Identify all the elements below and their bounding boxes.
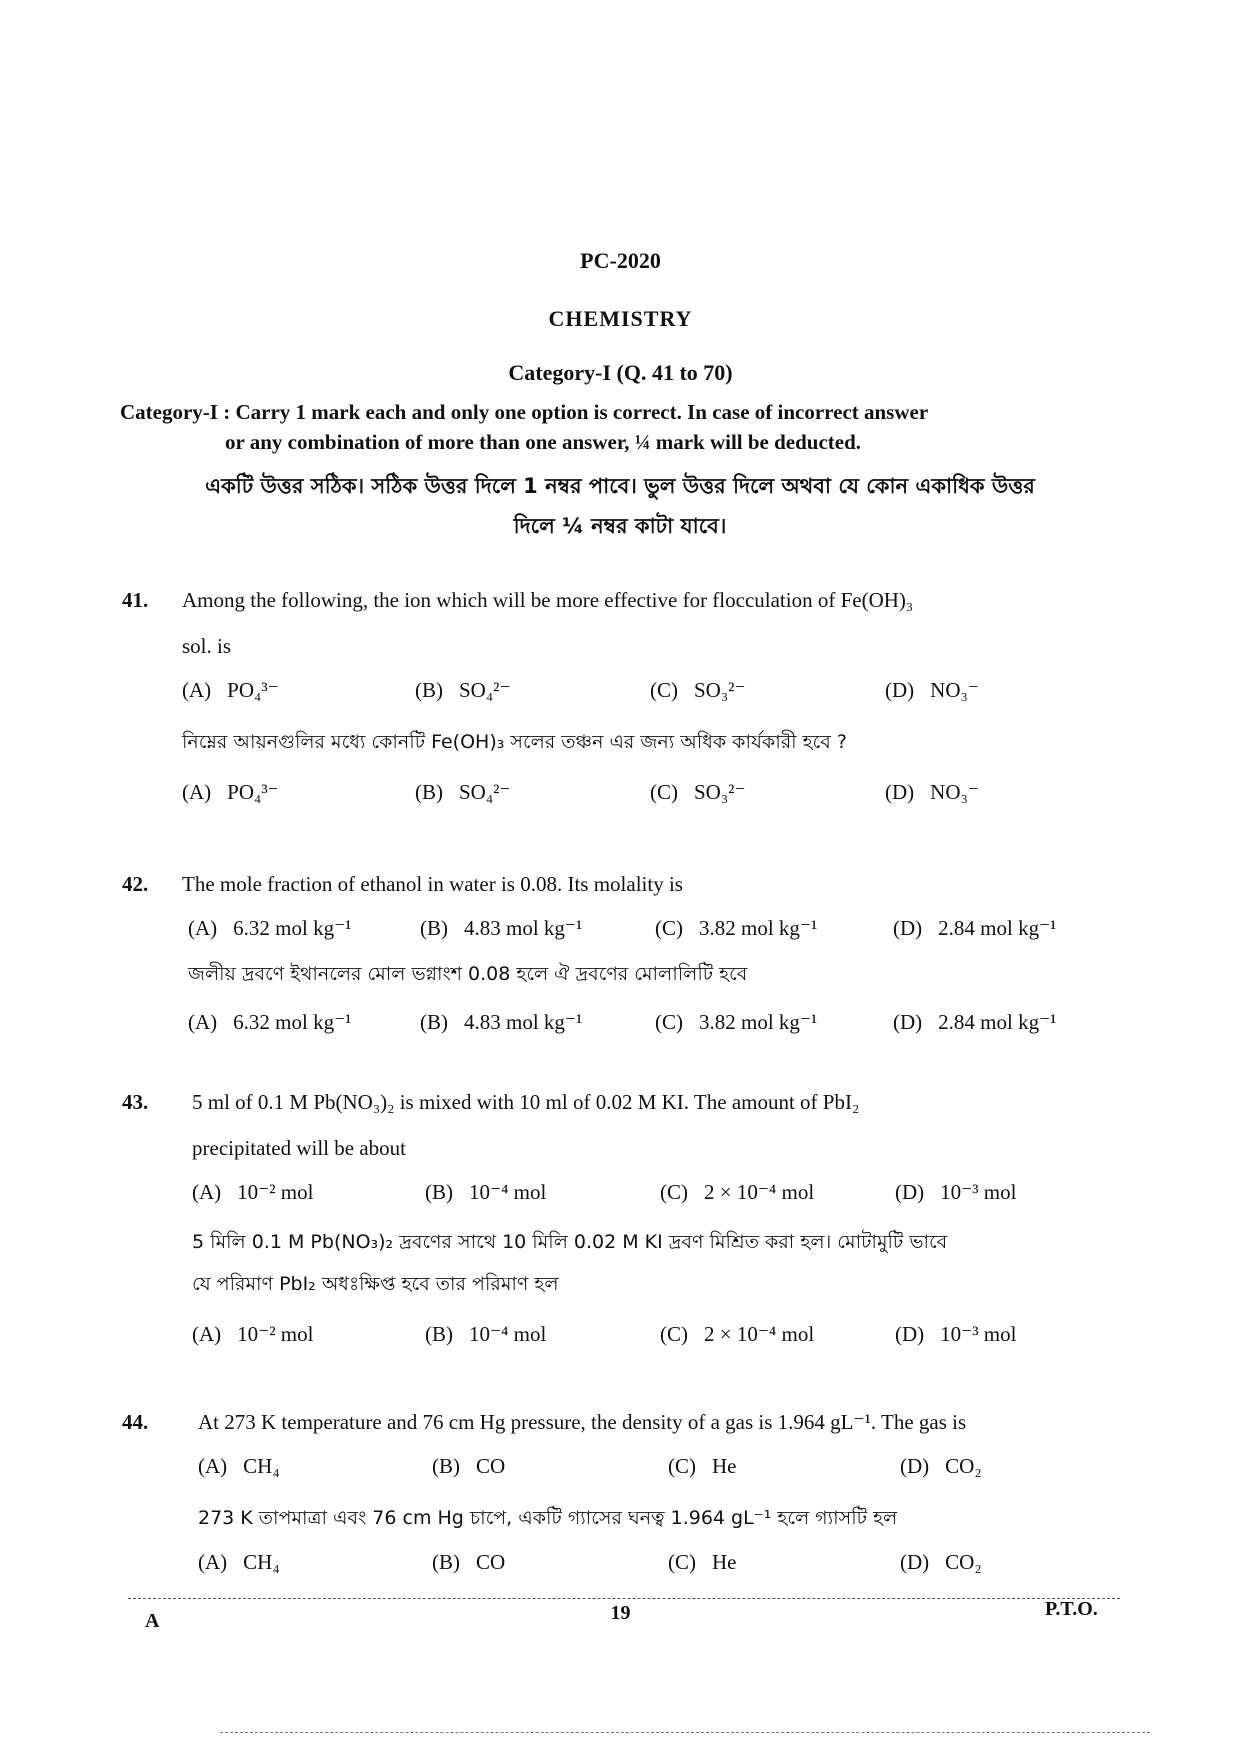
- option-a: (A) PO₄³⁻: [182, 678, 279, 702]
- question-text-bn: নিম্নের আয়নগুলির মধ্যে কোনটি Fe(OH)₃ সলের তঞ্চন এর জন্য অধিক কার্যকারী হবে ?: [182, 731, 847, 753]
- option-d: (D) 2.84 mol kg⁻¹: [893, 916, 1057, 940]
- instruction-bn-line1: একটি উত্তর সঠিক। সঠিক উত্তর দিলে 1 নম্বর পাবে। ভুল উত্তর দিলে অথবা যে কোন একাধিক উত্তর: [205, 474, 1035, 498]
- bottom-divider: [220, 1732, 1150, 1733]
- question-text-bn: জলীয় দ্রবণে ইথানলের মোল ভগ্নাংশ 0.08 হলে ঐ দ্রবণের মোলালিটি হবে: [188, 963, 748, 985]
- question-text-en-cont: sol. is: [182, 634, 232, 658]
- option-b: (B) CO: [432, 1454, 506, 1478]
- question-text-en-cont: precipitated will be about: [192, 1136, 407, 1160]
- option-d-bn: (D) 10⁻³ mol: [895, 1322, 1017, 1346]
- page-number: 19: [610, 1602, 631, 1624]
- option-b-bn: (B) CO: [432, 1550, 506, 1574]
- pto-label: P.T.O.: [1045, 1598, 1098, 1620]
- option-a: (A) CH₄: [198, 1454, 280, 1478]
- question-number: 44.: [122, 1410, 149, 1434]
- option-d: (D) 10⁻³ mol: [895, 1180, 1017, 1204]
- option-d: (D) CO₂: [900, 1454, 982, 1478]
- option-b: (B) 10⁻⁴ mol: [425, 1180, 547, 1204]
- question-number: 41.: [122, 588, 149, 612]
- instruction-en-line1: Category-I : Carry 1 mark each and only one option is correct. In case of incorrect answer: [120, 400, 929, 424]
- option-b-bn: (B) SO₄²⁻: [415, 780, 511, 804]
- question-text-en: The mole fraction of ethanol in water is 0.08. Its molality is: [182, 872, 683, 896]
- option-a-bn: (A) PO₄³⁻: [182, 780, 279, 804]
- question-text-bn: 273 K তাপমাত্রা এবং 76 cm Hg চাপে, একটি গ্যাসের ঘনত্ব 1.964 gL⁻¹ হলে গ্যাসটি হল: [198, 1507, 898, 1529]
- option-b-bn: (B) 4.83 mol kg⁻¹: [420, 1010, 583, 1034]
- option-c-bn: (C) 2 × 10⁻⁴ mol: [660, 1322, 815, 1346]
- option-d-bn: (D) CO₂: [900, 1550, 982, 1574]
- option-b: (B) 4.83 mol kg⁻¹: [420, 916, 583, 940]
- option-a: (A) 10⁻² mol: [192, 1180, 314, 1204]
- option-b: (B) SO₄²⁻: [415, 678, 511, 702]
- option-a: (A) 6.32 mol kg⁻¹: [188, 916, 352, 940]
- option-b-bn: (B) 10⁻⁴ mol: [425, 1322, 547, 1346]
- question-number: 42.: [122, 872, 149, 896]
- question-text-en: 5 ml of 0.1 M Pb(NO₃)₂ is mixed with 10 ml of 0.02 M KI. The amount of PbI₂: [192, 1090, 860, 1114]
- option-a-bn: (A) 6.32 mol kg⁻¹: [188, 1010, 352, 1034]
- option-d-bn: (D) 2.84 mol kg⁻¹: [893, 1010, 1057, 1034]
- option-c: (C) 2 × 10⁻⁴ mol: [660, 1180, 815, 1204]
- question-text-bn: 5 মিলি 0.1 M Pb(NO₃)₂ দ্রবণের সাথে 10 মিলি 0.02 M KI দ্রবণ মিশ্রিত করা হল। মোটামুটি ভাবে: [192, 1231, 948, 1253]
- question-text-en: At 273 K temperature and 76 cm Hg pressure, the density of a gas is 1.964 gL⁻¹. The gas is: [198, 1410, 967, 1434]
- option-c-bn: (C) 3.82 mol kg⁻¹: [655, 1010, 818, 1034]
- option-c: (C) He: [668, 1454, 737, 1478]
- option-c-bn: (C) He: [668, 1550, 737, 1574]
- instruction-bn-line2: দিলে ¼ নম্বর কাটা যাবে।: [513, 514, 727, 538]
- question-text-en: Among the following, the ion which will be more effective for flocculation of Fe(OH)₃: [182, 588, 914, 612]
- option-a-bn: (A) 10⁻² mol: [192, 1322, 314, 1346]
- option-c: (C) 3.82 mol kg⁻¹: [655, 916, 818, 940]
- footer-divider: [128, 1598, 1120, 1599]
- option-a-bn: (A) CH₄: [198, 1550, 280, 1574]
- question-set-label: A: [145, 1610, 160, 1632]
- instruction-en-line2: or any combination of more than one answer, ¼ mark will be deducted.: [225, 430, 862, 454]
- option-d-bn: (D) NO₃⁻: [885, 780, 979, 804]
- paper-code: PC-2020: [580, 248, 661, 273]
- subject-title: CHEMISTRY: [548, 306, 693, 331]
- option-c-bn: (C) SO₃²⁻: [650, 780, 746, 804]
- question-text-bn-cont: যে পরিমাণ PbI₂ অধঃক্ষিপ্ত হবে তার পরিমাণ হল: [192, 1273, 559, 1295]
- question-number: 43.: [122, 1090, 149, 1114]
- category-title: Category-I (Q. 41 to 70): [508, 360, 733, 385]
- option-d: (D) NO₃⁻: [885, 678, 979, 702]
- option-c: (C) SO₃²⁻: [650, 678, 746, 702]
